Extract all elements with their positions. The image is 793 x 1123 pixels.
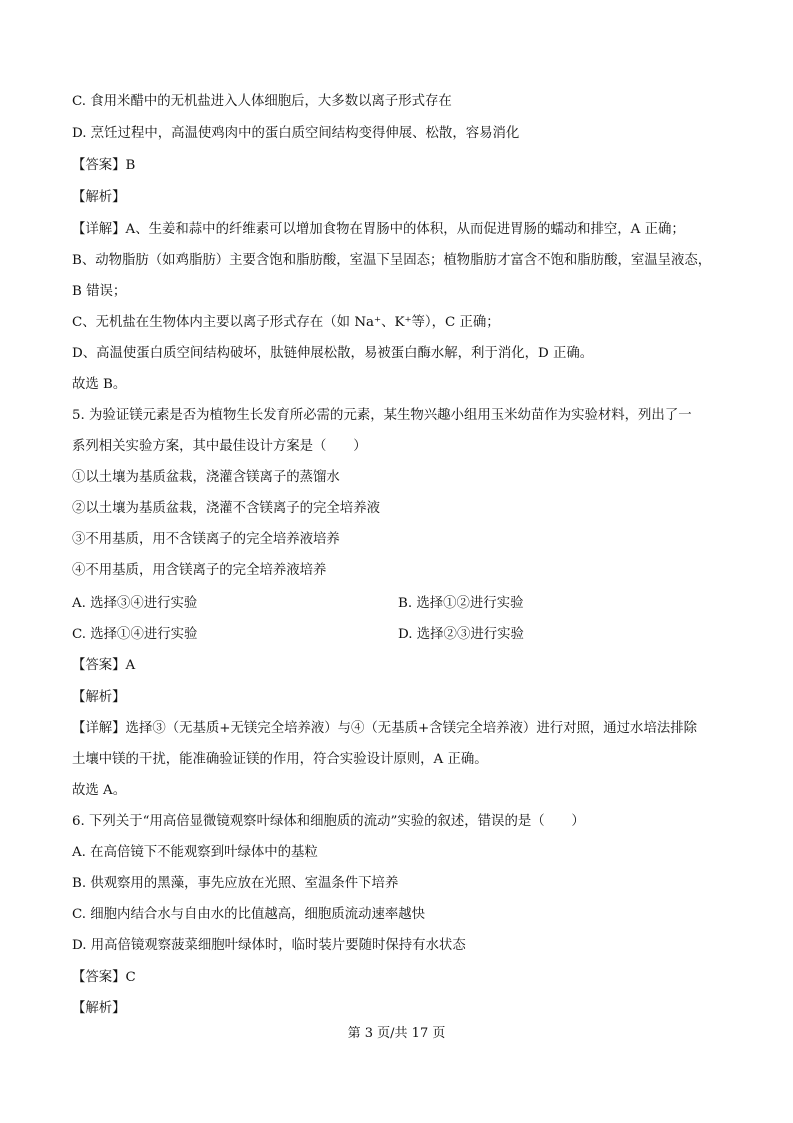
option-c-q4: C. 食用米醋中的无机盐进入人体细胞后，大多数以离子形式存在 [72, 94, 452, 109]
explanation-line: 土壤中镁的干扰，能准确验证镁的作用，符合实验设计原则，A 正确。 [72, 752, 488, 767]
option-d-q5: D. 选择②③进行实验 [398, 627, 524, 642]
conclusion-line: 故选 A。 [72, 783, 127, 798]
explanation-line: 【详解】A、生姜和蒜中的纤维素可以增加食物在胃肠中的体积，从而促进胃肠的蠕动和排空，A 正确； [72, 222, 685, 237]
question-5-item: ①以土壤为基质盆栽，浇灌含镁离子的蒸馏水 [72, 470, 340, 485]
option-a-q6: A. 在高倍镜下不能观察到叶绿体中的基粒 [72, 845, 318, 860]
option-d-q4: D. 烹饪过程中，高温使鸡肉中的蛋白质空间结构变得伸展、松散，容易消化 [72, 126, 520, 141]
option-d-q6: D. 用高倍镜观察菠菜细胞叶绿体时，临时装片要随时保持有水状态 [72, 938, 466, 953]
option-c-q6: C. 细胞内结合水与自由水的比值越高，细胞质流动速率越快 [72, 907, 426, 922]
question-5-item: ②以土壤为基质盆栽，浇灌不含镁离子的完全培养液 [72, 501, 380, 516]
question-5-item: ④不用基质，用含镁离子的完全培养液培养 [72, 563, 327, 578]
option-b-q6: B. 供观察用的黑藻，事先应放在光照、室温条件下培养 [72, 876, 399, 891]
page-number: 第 3 页/共 17 页 [347, 1026, 446, 1041]
explanation-line: B、动物脂肪（如鸡脂肪）主要含饱和脂肪酸，室温下呈固态；植物脂肪才富含不饱和脂肪酸，室温呈液态， [72, 253, 712, 268]
analysis-label-q4: 【解析】 [72, 190, 126, 205]
question-5-stem: 系列相关实验方案，其中最佳设计方案是（ ） [72, 439, 367, 454]
question-5-stem: 5. 为验证镁元素是否为植物生长发育所必需的元素，某生物兴趣小组用玉米幼苗作为实验材料，列出了一 [72, 408, 692, 423]
option-b-q5: B. 选择①②进行实验 [398, 596, 524, 611]
explanation-line: 【详解】选择③（无基质+无镁完全培养液）与④（无基质+含镁完全培养液）进行对照，通过水培法排除 [72, 721, 698, 736]
explanation-line: C、无机盐在生物体内主要以离子形式存在（如 Na⁺、K⁺等），C 正确； [72, 315, 500, 330]
analysis-label-q5: 【解析】 [72, 690, 126, 705]
conclusion-line: 故选 B。 [72, 377, 127, 392]
explanation-line: D、高温使蛋白质空间结构破坏，肽链伸展松散，易被蛋白酶水解，利于消化，D 正确。 [72, 346, 594, 361]
option-c-q5: C. 选择①④进行实验 [72, 627, 198, 642]
analysis-label-q6: 【解析】 [72, 1001, 126, 1016]
question-6-stem: 6. 下列关于“用高倍显微镜观察叶绿体和细胞质的流动”实验的叙述，错误的是（ ） [72, 814, 585, 829]
answer-label-q6: 【答案】C [72, 970, 136, 985]
answer-label-q5: 【答案】A [72, 658, 136, 673]
question-5-item: ③不用基质，用不含镁离子的完全培养液培养 [72, 532, 340, 547]
option-a-q5: A. 选择③④进行实验 [72, 596, 198, 611]
explanation-line: B 错误； [72, 284, 127, 299]
answer-label-q4: 【答案】B [72, 158, 136, 173]
